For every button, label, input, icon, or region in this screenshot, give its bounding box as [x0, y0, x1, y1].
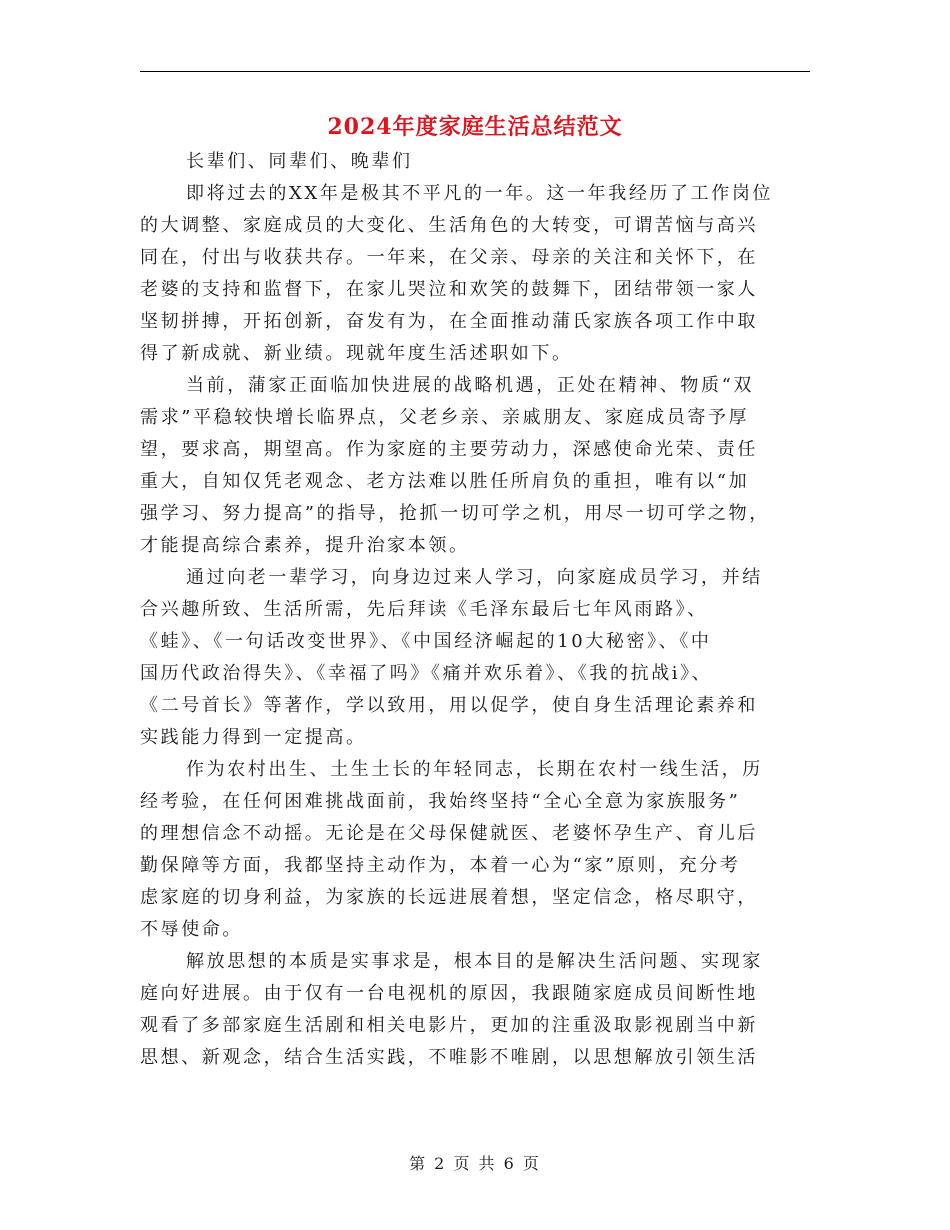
text-line: 当前，蒲家正面临加快进展的战略机遇，正处在精神、物质“双	[186, 375, 754, 396]
document-title: 2024年度家庭生活总结范文	[327, 114, 623, 140]
text-line: 才能提高综合素养，提升治家本领。	[140, 535, 470, 556]
text-line: 的理想信念不动摇。无论是在父母保健就医、老婆怀孕生产、育儿后	[140, 823, 758, 844]
text-line: 经考验，在任何困难挑战面前，我始终坚持“全心全意为家族服务”	[140, 791, 741, 812]
text-line: 思想、新观念，结合生活实践，不唯影不唯剧，以思想解放引领生活	[140, 1047, 758, 1068]
text-line: 《二号首长》等著作，学以致用，用以促学，使自身生活理论素养和	[140, 695, 758, 716]
text-line: 强学习、努力提高”的指导，抢抓一切可学之机，用尽一切可学之物，	[140, 503, 770, 524]
text-line: 重大，自知仅凭老观念、老方法难以胜任所肩负的重担，唯有以“加	[140, 471, 750, 492]
document-body	[140, 146, 810, 1074]
text-line: 得了新成就、新业绩。现就年度生活述职如下。	[140, 343, 573, 364]
text-line: 即将过去的XX年是极其不平凡的一年。这一年我经历了工作岗位	[186, 183, 774, 204]
text-line: 合兴趣所致、生活所需，先后拜读《毛泽东最后七年风雨路》、	[140, 599, 708, 620]
text-line: 通过向老一辈学习，向身边过来人学习，向家庭成员学习，并结	[186, 567, 763, 588]
text-line: 望，要求高，期望高。作为家庭的主要劳动力，深感使命光荣、责任	[140, 439, 758, 460]
text-line: 实践能力得到一定提高。	[140, 727, 367, 748]
text-line: 同在，付出与收获共存。一年来，在父亲、母亲的关注和关怀下，在	[140, 247, 758, 268]
text-line: 勤保障等方面，我都坚持主动作为，本着一心为“家”原则，充分考	[140, 855, 741, 876]
text-line: 国历代政治得失》、《幸福了吗》《痛并欢乐着》、《我的抗战ⅰ》、	[140, 663, 713, 684]
text-line: 长辈们、同辈们、晚辈们	[186, 151, 413, 172]
text-line: 虑家庭的切身利益，为家族的长远进展着想，坚定信念，格尽职守，	[140, 887, 758, 908]
header-rule	[140, 71, 810, 72]
text-line: 的大调整、家庭成员的大变化、生活角色的大转变，可谓苦恼与高兴	[140, 215, 758, 236]
text-line: 不辱使命。	[140, 919, 243, 940]
text-line: 观看了多部家庭生活剧和相关电影片，更加的注重汲取影视剧当中新	[140, 1015, 758, 1036]
text-line: 庭向好进展。由于仅有一台电视机的原因，我跟随家庭成员间断性地	[140, 983, 758, 1004]
text-line: 作为农村出生、土生土长的年轻同志，长期在农村一线生活，历	[186, 759, 763, 780]
text-line: 《蛙》、《一句话改变世界》、《中国经济崛起的10大秘密》、《中	[140, 631, 712, 652]
text-line: 解放思想的本质是实事求是，根本目的是解决生活问题、实现家	[186, 951, 763, 972]
text-line: 需求”平稳较快增长临界点，父老乡亲、亲戚朋友、家庭成员寄予厚	[140, 407, 750, 428]
text-line: 坚韧拼搏，开拓创新，奋发有为，在全面推动蒲氏家族各项工作中取	[140, 311, 758, 332]
text-line: 老婆的支持和监督下，在家儿哭泣和欢笑的鼓舞下，团结带领一家人	[140, 279, 758, 300]
page-footer: 第 2 页 共 6 页	[409, 1154, 541, 1173]
